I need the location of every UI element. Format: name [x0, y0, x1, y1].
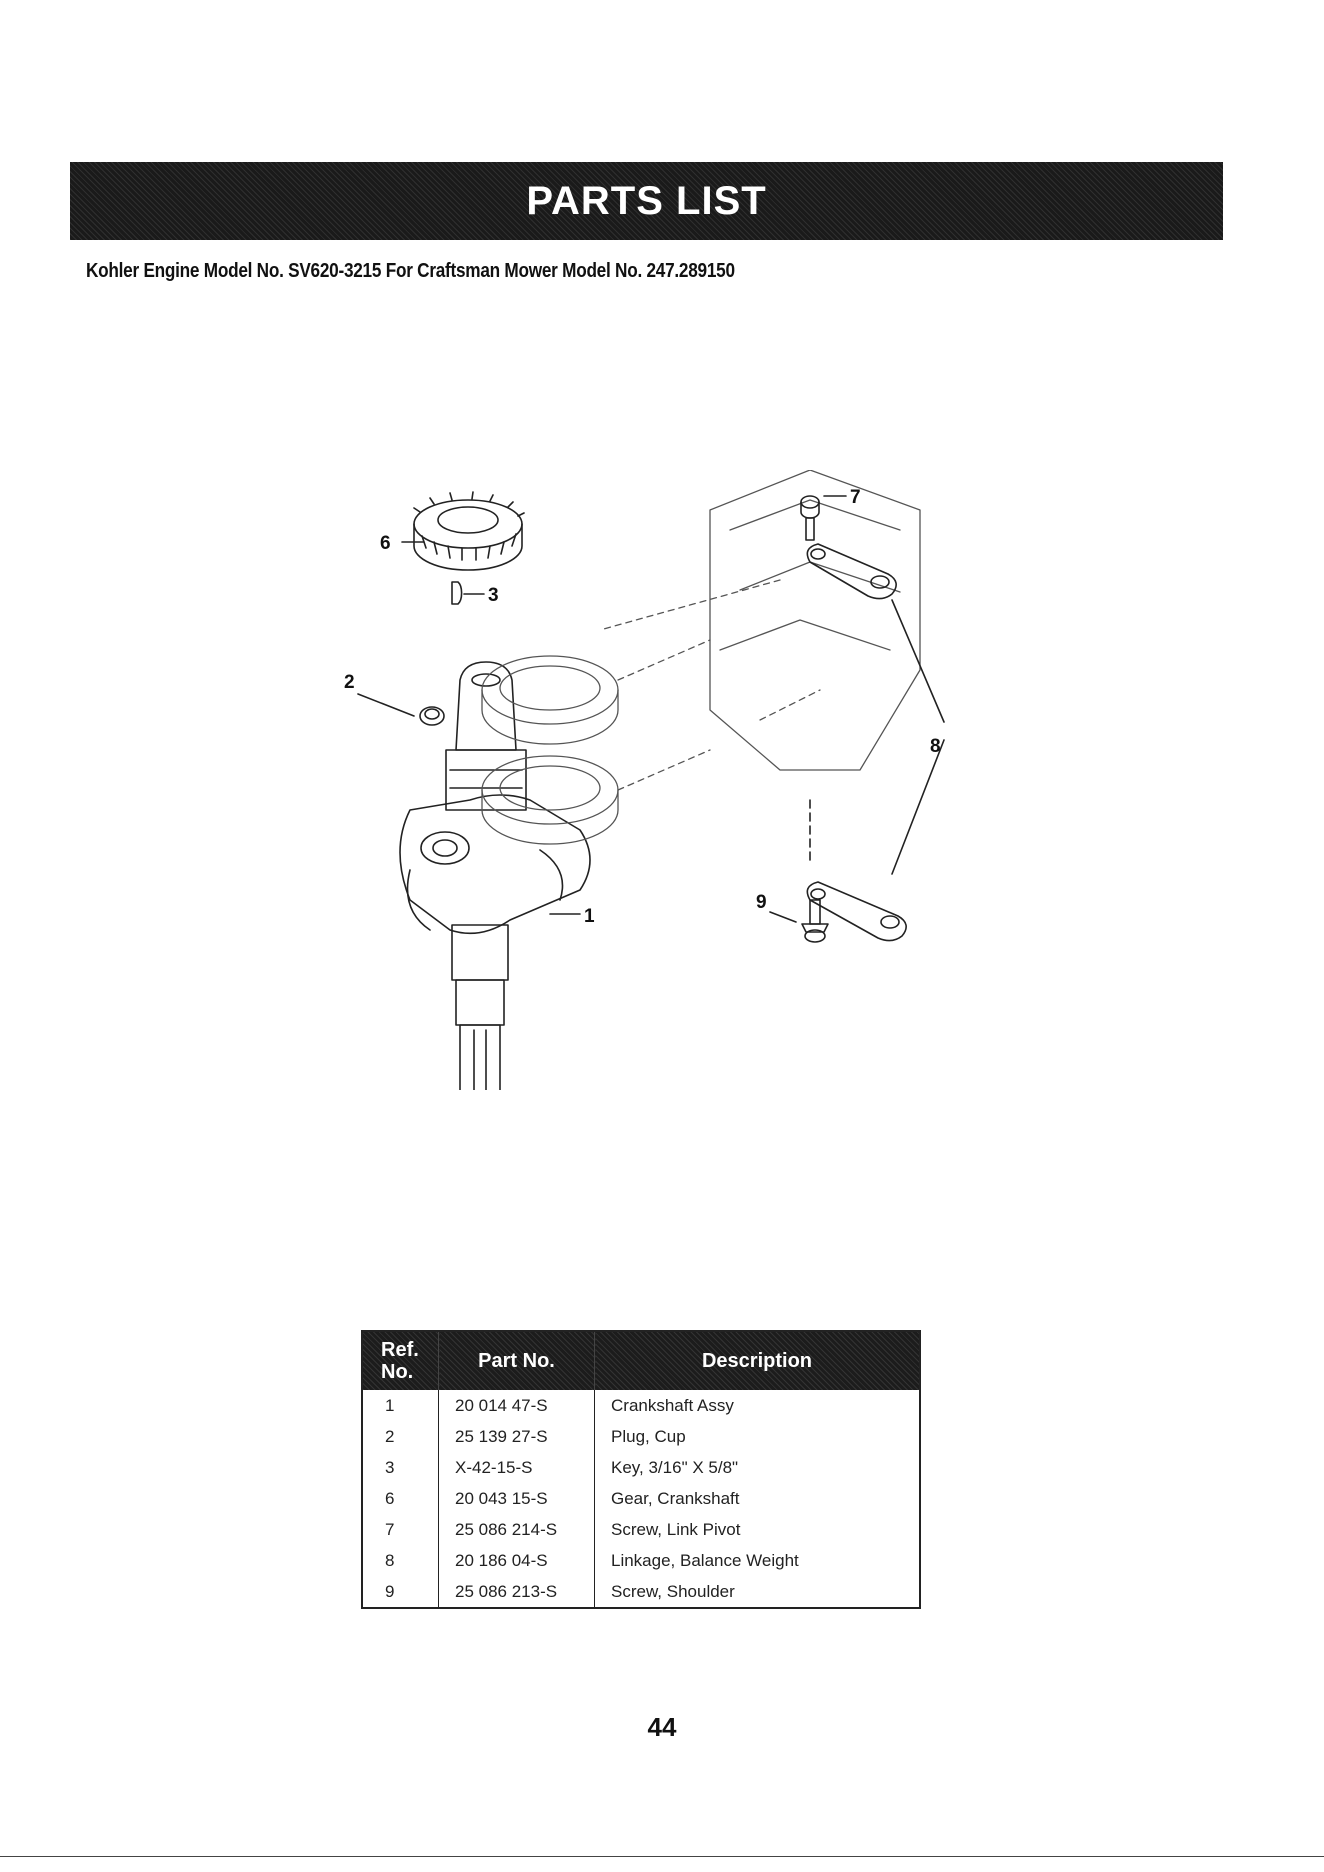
table-header-row	[362, 1331, 920, 1390]
bottom-rule	[0, 1856, 1324, 1857]
engine-model-subtitle: Kohler Engine Model No. SV620-3215 For Craftsman Mower Model No. 247.289150	[86, 260, 735, 282]
cell-part-no: X-42-15-S	[439, 1452, 595, 1483]
cell-part-no: 20 043 15-S	[439, 1483, 595, 1514]
cell-description: Gear, Crankshaft	[595, 1483, 921, 1514]
cell-part-no: 25 139 27-S	[439, 1421, 595, 1452]
cup-plug-drawing	[420, 707, 444, 725]
cell-ref: 6	[362, 1483, 439, 1514]
table-row	[362, 1545, 920, 1576]
table-row	[362, 1576, 920, 1608]
cell-description: Crankshaft Assy	[595, 1390, 921, 1421]
header-ref-no: Ref. No.	[362, 1331, 439, 1390]
callout-7: 7	[850, 487, 861, 508]
cell-ref: 9	[362, 1576, 439, 1608]
cell-ref: 1	[362, 1390, 439, 1421]
parts-table	[361, 1330, 921, 1609]
crankshaft-gear-drawing	[414, 492, 524, 570]
cell-part-no: 20 186 04-S	[439, 1545, 595, 1576]
cell-description: Screw, Shoulder	[595, 1576, 921, 1608]
key-drawing	[452, 582, 462, 604]
table-row	[362, 1483, 920, 1514]
table-row	[362, 1452, 920, 1483]
table-row	[362, 1514, 920, 1545]
table-row	[362, 1390, 920, 1421]
cell-description: Linkage, Balance Weight	[595, 1545, 921, 1576]
cell-part-no: 20 014 47-S	[439, 1390, 595, 1421]
cell-ref: 7	[362, 1514, 439, 1545]
cell-part-no: 25 086 213-S	[439, 1576, 595, 1608]
cell-ref: 8	[362, 1545, 439, 1576]
header-part-no: Part No.	[439, 1331, 595, 1390]
callout-8: 8	[930, 736, 941, 757]
header-description: Description	[595, 1331, 921, 1390]
crankshaft-drawing	[400, 662, 590, 1090]
parts-list-banner	[70, 162, 1223, 240]
page-number: 44	[647, 1712, 677, 1742]
callout-9: 9	[756, 892, 767, 913]
callout-6: 6	[380, 533, 391, 554]
engine-block-drawing	[482, 470, 920, 844]
cell-description: Key, 3/16" X 5/8"	[595, 1452, 921, 1483]
callout-2: 2	[344, 672, 355, 693]
shoulder-screw-drawing	[802, 900, 828, 942]
cell-description: Screw, Link Pivot	[595, 1514, 921, 1545]
callout-3: 3	[488, 585, 499, 606]
balance-weight-linkage-drawing	[807, 544, 944, 941]
cell-ref: 3	[362, 1452, 439, 1483]
exploded-parts-diagram	[340, 470, 960, 1090]
table-row	[362, 1421, 920, 1452]
cell-part-no: 25 086 214-S	[439, 1514, 595, 1545]
cell-description: Plug, Cup	[595, 1421, 921, 1452]
page-title: PARTS LIST	[526, 178, 767, 223]
cell-ref: 2	[362, 1421, 439, 1452]
callout-1: 1	[584, 906, 595, 927]
